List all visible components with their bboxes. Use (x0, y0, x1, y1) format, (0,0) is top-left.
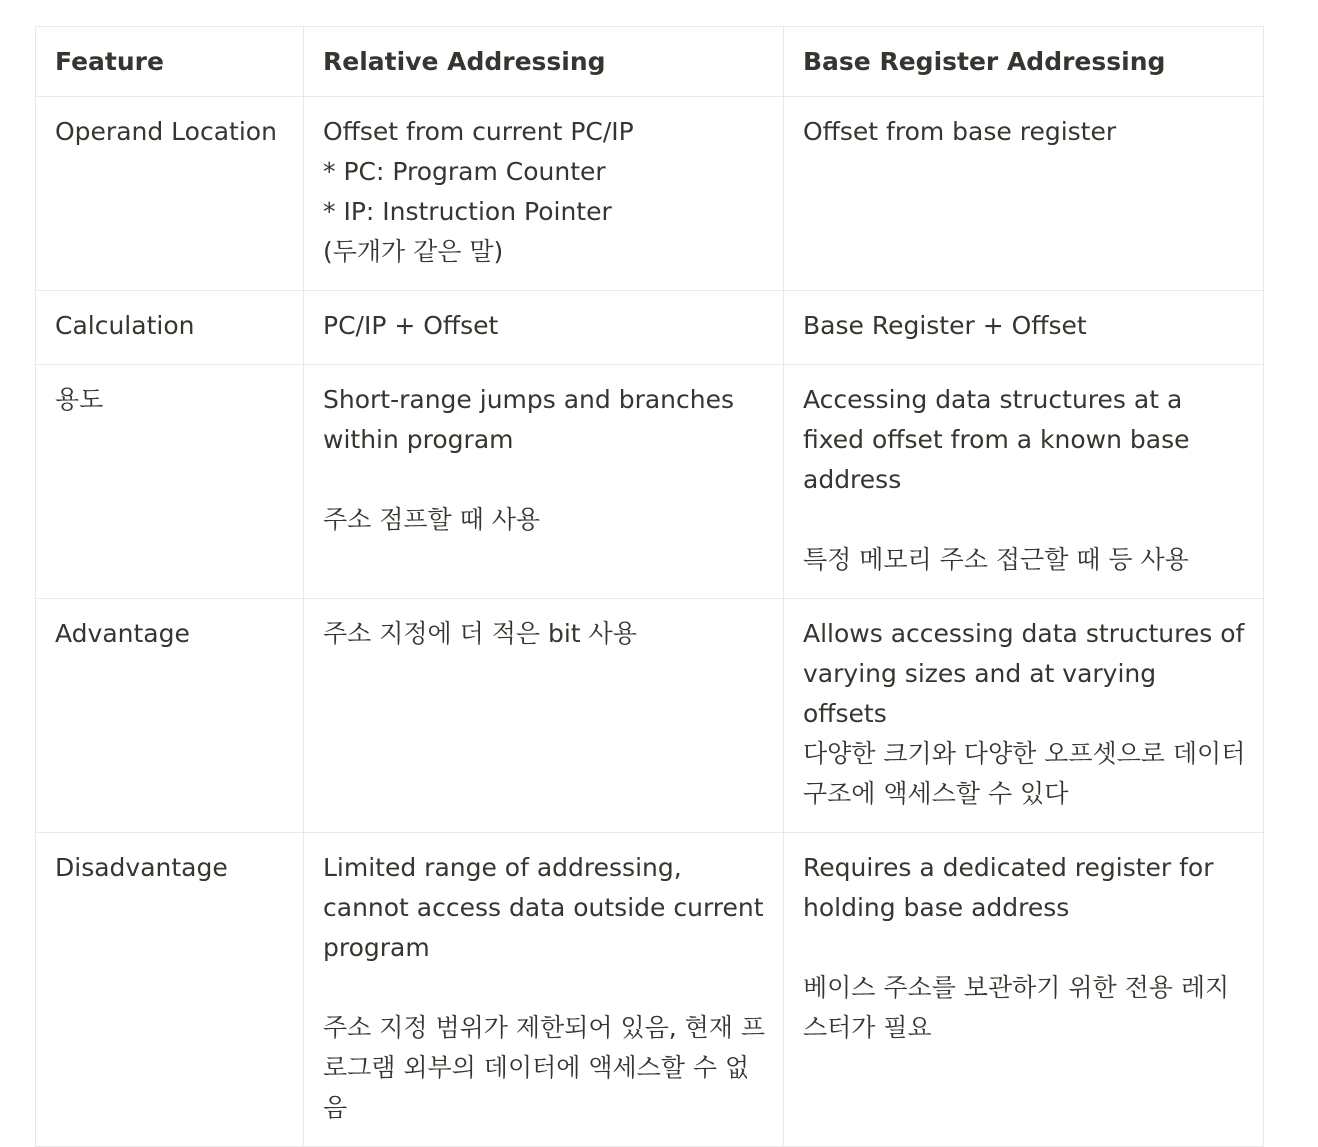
feature-cell: Disadvantage (36, 833, 304, 1147)
table-row (36, 291, 1264, 365)
comparison-table (35, 26, 1264, 1147)
header-feature: Feature (36, 27, 304, 97)
cell-line: 주소 지정 범위가 제한되어 있음, 현재 프로그램 외부의 데이터에 액세스할 수 없음 (323, 1013, 766, 1122)
cell-line: Short-range jumps and branches within program (323, 385, 742, 454)
feature-cell: Calculation (36, 291, 304, 365)
cell-line: (두개가 같은 말) (323, 237, 504, 266)
cell-line: 주소 점프할 때 사용 (323, 505, 541, 534)
cell-spacer (323, 460, 767, 500)
relative-cell (304, 291, 784, 365)
cell-line: Accessing data structures at a fixed offset from a known base address (803, 385, 1198, 494)
base-cell (784, 365, 1264, 599)
feature-cell: Advantage (36, 599, 304, 833)
table-row (36, 599, 1264, 833)
cell-line: Limited range of addressing, cannot access data outside current program (323, 853, 772, 962)
cell-spacer (803, 500, 1247, 540)
relative-cell (304, 833, 784, 1147)
header-relative-addressing: Relative Addressing (304, 27, 784, 97)
table-header-row (36, 27, 1264, 97)
base-cell (784, 291, 1264, 365)
base-cell (784, 97, 1264, 291)
cell-line: Requires a dedicated register for holding base address (803, 853, 1222, 922)
feature-cell: 용도 (36, 365, 304, 599)
table-row (36, 97, 1264, 291)
cell-line: * PC: Program Counter (323, 157, 606, 186)
cell-line: Base Register + Offset (803, 311, 1087, 340)
cell-line: * IP: Instruction Pointer (323, 197, 612, 226)
table-row (36, 833, 1264, 1147)
relative-cell (304, 365, 784, 599)
cell-line: 특정 메모리 주소 접근할 때 등 사용 (803, 545, 1189, 574)
cell-line: 다양한 크기와 다양한 오프셋으로 데이터 구조에 액세스할 수 있다 (803, 739, 1254, 808)
cell-spacer (323, 968, 767, 1008)
relative-cell (304, 97, 784, 291)
cell-line: 베이스 주소를 보관하기 위한 전용 레지스터가 필요 (803, 973, 1230, 1042)
feature-cell: Operand Location (36, 97, 304, 291)
cell-line: Offset from base register (803, 117, 1117, 146)
base-cell (784, 599, 1264, 833)
relative-cell (304, 599, 784, 833)
cell-line: Allows accessing data structures of varying sizes and at varying offsets (803, 619, 1253, 728)
table-row (36, 365, 1264, 599)
base-cell (784, 833, 1264, 1147)
header-base-register-addressing: Base Register Addressing (784, 27, 1264, 97)
cell-line: 주소 지정에 더 적은 bit 사용 (323, 619, 637, 648)
cell-line: Offset from current PC/IP (323, 117, 634, 146)
cell-line: PC/IP + Offset (323, 311, 499, 340)
cell-spacer (803, 928, 1247, 968)
